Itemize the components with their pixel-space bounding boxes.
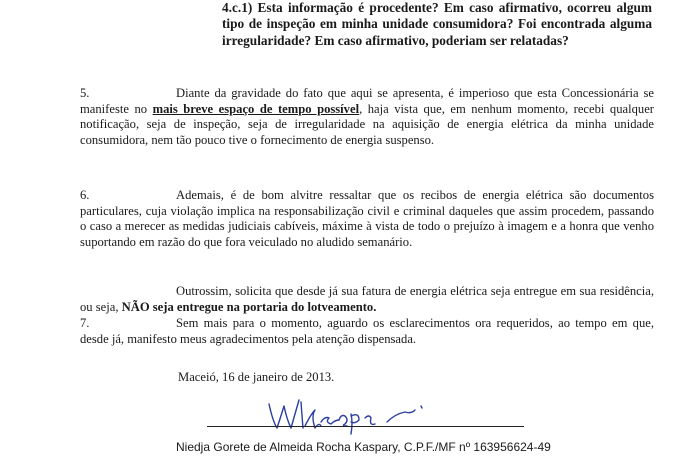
- paragraph-6b-bold: NÃO seja entregue na portaria do lotveamento.: [121, 299, 377, 314]
- paragraph-7-text: Sem mais para o momento, aguardo os esclarecimentos ora requeridos, ao tempo em que, desde já, manifesto meus agradecimentos pela atenção dispensada.: [80, 316, 654, 346]
- paragraph-5-number: 5.: [80, 86, 90, 100]
- paragraph-6: [80, 188, 654, 250]
- handwritten-signature: [255, 392, 475, 438]
- question-4c1: 4.c.1) Esta informação é procedente? Em caso afirmativo, ocorreu algum tipo de inspeção em minha unidade consumidora? Foi encontrada alguma irregularidade? Em caso afirmativo, poderiam ser relatadas?: [222, 0, 652, 48]
- paragraph-7-number: 7.: [80, 316, 90, 330]
- closing-date: Maceió, 16 de janeiro de 2013.: [178, 370, 335, 384]
- paragraph-5: [80, 86, 654, 148]
- paragraph-6-text: Ademais, é de bom alvitre ressaltar que os recibos de energia elétrica são documentos particulares, cuja violação implica na responsabilização civil e criminal daqueles que assim procedem, passando o caso a merecer as medidas judiciais cabíveis, máxime à vista de todo o prejuízo à imagem e a honra que venho suportando em razão do que fora veiculado no aludido semanário.: [80, 188, 654, 249]
- paragraph-5-text-end: , haja vista que, em nenhum momento, recebi qualquer notificação, seja de inspeção, seja de irregularidade na aquisição de energia elétrica da minha unidade consumidora, nem tão pouco tive o fornecimento de energia suspenso.: [80, 101, 654, 147]
- paragraph-5-highlight: mais breve espaço de tempo possível: [152, 101, 360, 116]
- paragraph-7: [80, 316, 654, 347]
- signer-identification: Niedja Gorete de Almeida Rocha Kaspary, C.P.F./MF nº 163956624-49: [176, 440, 551, 454]
- paragraph-5-text-start: Diante da gravidade do fato que aqui se apresenta, é imperioso que esta Concessionária se manifeste no: [80, 86, 654, 116]
- signature-line: [207, 426, 524, 427]
- paragraph-6-number: 6.: [80, 188, 90, 202]
- paragraph-6b-text-start: Outrossim, solicita que desde já sua fatura de energia elétrica seja entregue em sua residência, ou seja,: [80, 284, 654, 314]
- paragraph-6b: [80, 284, 654, 315]
